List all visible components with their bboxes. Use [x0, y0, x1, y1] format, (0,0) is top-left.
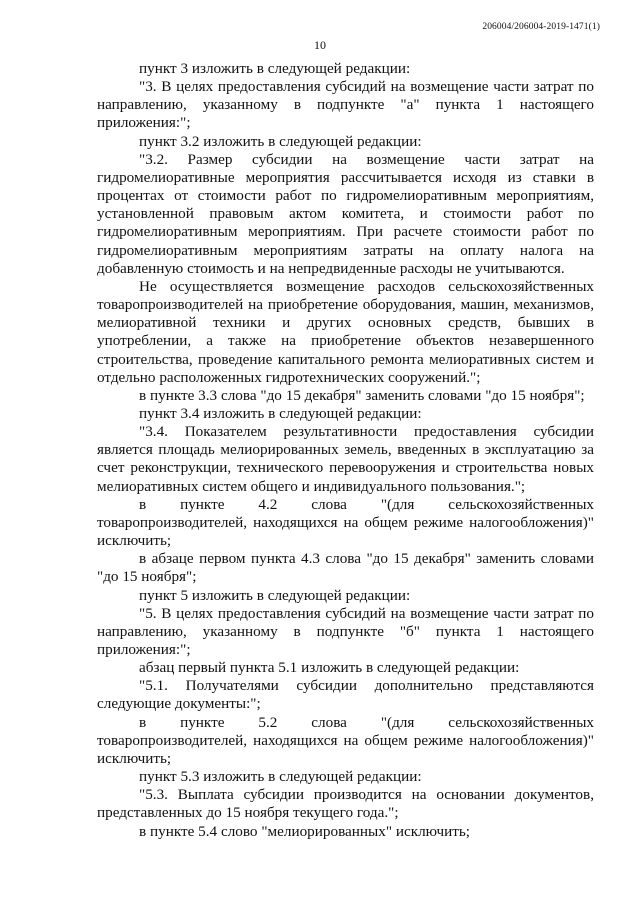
paragraph: "3. В целях предоставления субсидий на возмещение части затрат по направлению, указанному в подпункте "а" пункта 1 настоящего приложения:";	[97, 78, 594, 132]
paragraph: пункт 3.4 изложить в следующей редакции:	[139, 404, 422, 422]
paragraph: "5.1. Получателями субсидии дополнительно представляются следующие документы:";	[97, 677, 594, 713]
document-body	[97, 60, 594, 841]
paragraph: "5.3. Выплата субсидии производится на основании документов, представленных до 15 ноября текущего года.";	[97, 786, 594, 822]
paragraph: Не осуществляется возмещение расходов сельскохозяйственных товаропроизводителей на приобретение оборудования, машин, механизмов, мелиоративной техники и других основных средств, бывших в употреблении, а также на приобретение объектов незавершенного строительства, проведение капитального ремонта мелиоративных систем и отдельно расположенных гидротехнических сооружений.";	[97, 277, 594, 386]
page-number: 10	[314, 38, 326, 52]
paragraph: абзац первый пункта 5.1 изложить в следующей редакции:	[139, 659, 520, 677]
paragraph: в абзаце первом пункта 4.3 слова "до 15 декабря" заменить словами "до 15 ноября";	[97, 550, 594, 586]
paragraph: "3.2. Размер субсидии на возмещение части затрат на гидромелиоративные мероприятия рассчитывается исходя из ставки в процентах от стоимости работ по гидромелиоративным мероприятиям, установленной правовым актом комитета, и стоимости работ по гидромелиоративным мероприятиям. При расчете стоимости работ по гидромелиоративным мероприятиям затраты на оплату налога на добавленную стоимость и на непредвиденные расходы не учитываются.	[97, 150, 594, 277]
paragraph: в пункте 5.4 слово "мелиорированных" исключить;	[139, 822, 470, 840]
paragraph: "5. В целях предоставления субсидий на возмещение части затрат по направлению, указанному в подпункте "б" пункта 1 настоящего приложения:";	[97, 604, 594, 658]
paragraph: в пункте 3.3 слова "до 15 декабря" заменить словами "до 15 ноября";	[139, 386, 585, 404]
paragraph: пункт 5 изложить в следующей редакции:	[139, 586, 411, 604]
paragraph: в пункте 5.2 слова "(для сельскохозяйственных товаропроизводителей, находящихся на общем режиме налогообложения)" исключить;	[97, 713, 594, 767]
paragraph: пункт 3 изложить в следующей редакции:	[139, 60, 411, 77]
paragraph: в пункте 4.2 слова "(для сельскохозяйственных товаропроизводителей, находящихся на общем режиме налогообложения)" исключить;	[97, 495, 594, 550]
document-id: 206004/206004-2019-1471(1)	[482, 22, 600, 32]
paragraph: пункт 5.3 изложить в следующей редакции:	[139, 768, 422, 786]
paragraph: "3.4. Показателем результативности предоставления субсидии является площадь мелиорированных земель, введенных в эксплуатацию за счет реконструкции, технического перевооружения и строительства новых мелиоративных систем общего и индивидуального пользования.";	[97, 423, 594, 495]
paragraph: пункт 3.2 изложить в следующей редакции:	[139, 132, 422, 150]
